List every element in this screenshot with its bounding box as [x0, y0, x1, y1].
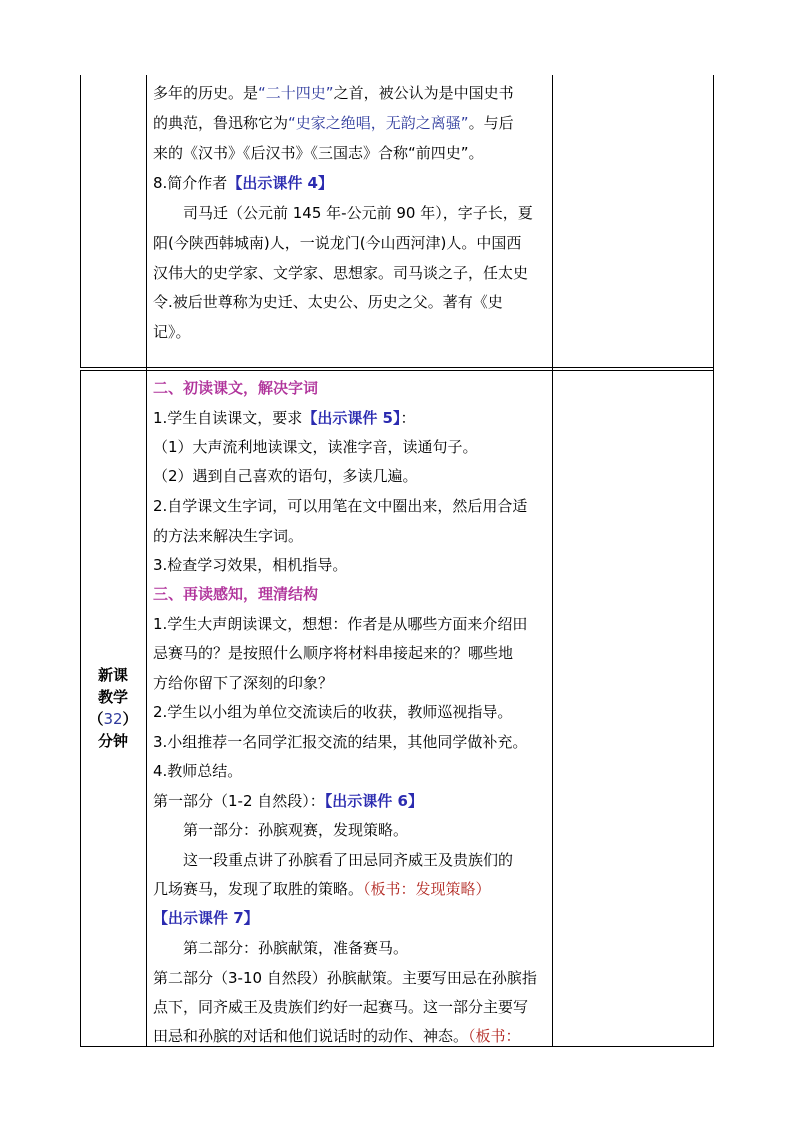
- text-line: 方给你留下了深刻的印象？: [153, 674, 334, 692]
- text-line: 第二部分：孙膑献策，准备赛马。: [183, 939, 409, 957]
- table-column-divider: [552, 75, 553, 1047]
- text-line: 第二部分（3-10 自然段）孙膑献策。主要写田忌在孙膑指: [153, 969, 537, 987]
- table-border-right: [713, 75, 714, 1047]
- table-border-bottom: [80, 1046, 714, 1047]
- courseware-tag: 【出示课件 7】: [153, 909, 259, 927]
- text-line: 几场赛马，发现了取胜的策略。（板书：发现策略）: [153, 880, 491, 898]
- text-line: 司马迁（公元前 145 年-公元前 90 年），字子长，夏: [183, 204, 533, 222]
- text-line: 忌赛马的？是按照什么顺序将材料串接起来的？哪些地: [153, 644, 514, 662]
- text-line: 田忌和孙膑的对话和他们说话时的动作、神态。（板书：: [153, 1027, 521, 1045]
- text-line: 2.自学课文生字词，可以用笔在文中圈出来，然后用合适: [153, 497, 528, 515]
- stage-label-line: 新课: [97, 666, 128, 684]
- text-line: 多年的历史。是“二十四史”之首，被公认为是中国史书: [153, 84, 514, 102]
- table-border-left: [80, 75, 81, 367]
- text-line: 汉伟大的史学家、文学家、思想家。司马谈之子，任太史: [153, 264, 529, 282]
- text-line: 第一部分：孙膑观赛，发现策略。: [183, 821, 409, 839]
- text-line: 记》。: [153, 323, 191, 341]
- text-line: 的方法来解决生字词。: [153, 527, 304, 545]
- table-row-divider: [80, 367, 714, 368]
- stage-label: [80, 664, 146, 752]
- content-cell-main: [153, 378, 549, 1044]
- text-line: 3.小组推荐一名同学汇报交流的结果，其他同学做补充。: [153, 733, 528, 751]
- content-cell-intro: [153, 83, 549, 363]
- text-line: 点下，同齐威王及贵族们约好一起赛马。这一部分主要写: [153, 998, 529, 1016]
- text-line: 4.教师总结。: [153, 762, 243, 780]
- text-line: 这一段重点讲了孙膑看了田忌同齐威王及贵族们的: [183, 851, 514, 869]
- text-line: 的典范，鲁迅称它为“史家之绝唱，无韵之离骚”。与后: [153, 114, 514, 132]
- text-line: 阳(今陕西韩城南)人，一说龙门(今山西河津)人。中国西: [153, 234, 522, 252]
- text-line: （2）遇到自己喜欢的语句，多读几遍。: [153, 467, 418, 485]
- text-line: 令.被后世尊称为史迁、太史公、历史之父。著有《史: [153, 293, 503, 311]
- section-heading: 二、初读课文，解决字词: [153, 379, 319, 397]
- section-heading: 三、再读感知，理清结构: [153, 585, 319, 603]
- text-line: （1）大声流利地读课文，读准字音，读通句子。: [153, 438, 478, 456]
- text-line: 1.学生自读课文，要求【出示课件 5】：: [153, 409, 416, 427]
- text-line: 第一部分（1-2 自然段）：【出示课件 6】: [153, 792, 423, 810]
- text-line: 1.学生大声朗读课文，想想：作者是从哪些方面来介绍田: [153, 615, 528, 633]
- table-column-divider: [146, 75, 147, 1047]
- stage-label-line: 分钟: [97, 732, 128, 750]
- stage-label-duration: （32）: [88, 710, 138, 728]
- text-line: 3.检查学习效果，相机指导。: [153, 556, 348, 574]
- table-row-divider: [80, 370, 714, 371]
- text-line: 来的《汉书》《后汉书》《三国志》合称“前四史”。: [153, 144, 484, 162]
- text-line: 2.学生以小组为单位交流读后的收获，教师巡视指导。: [153, 703, 513, 721]
- stage-label-line: 教学: [97, 688, 128, 706]
- text-line: 8.简介作者【出示课件 4】: [153, 174, 333, 192]
